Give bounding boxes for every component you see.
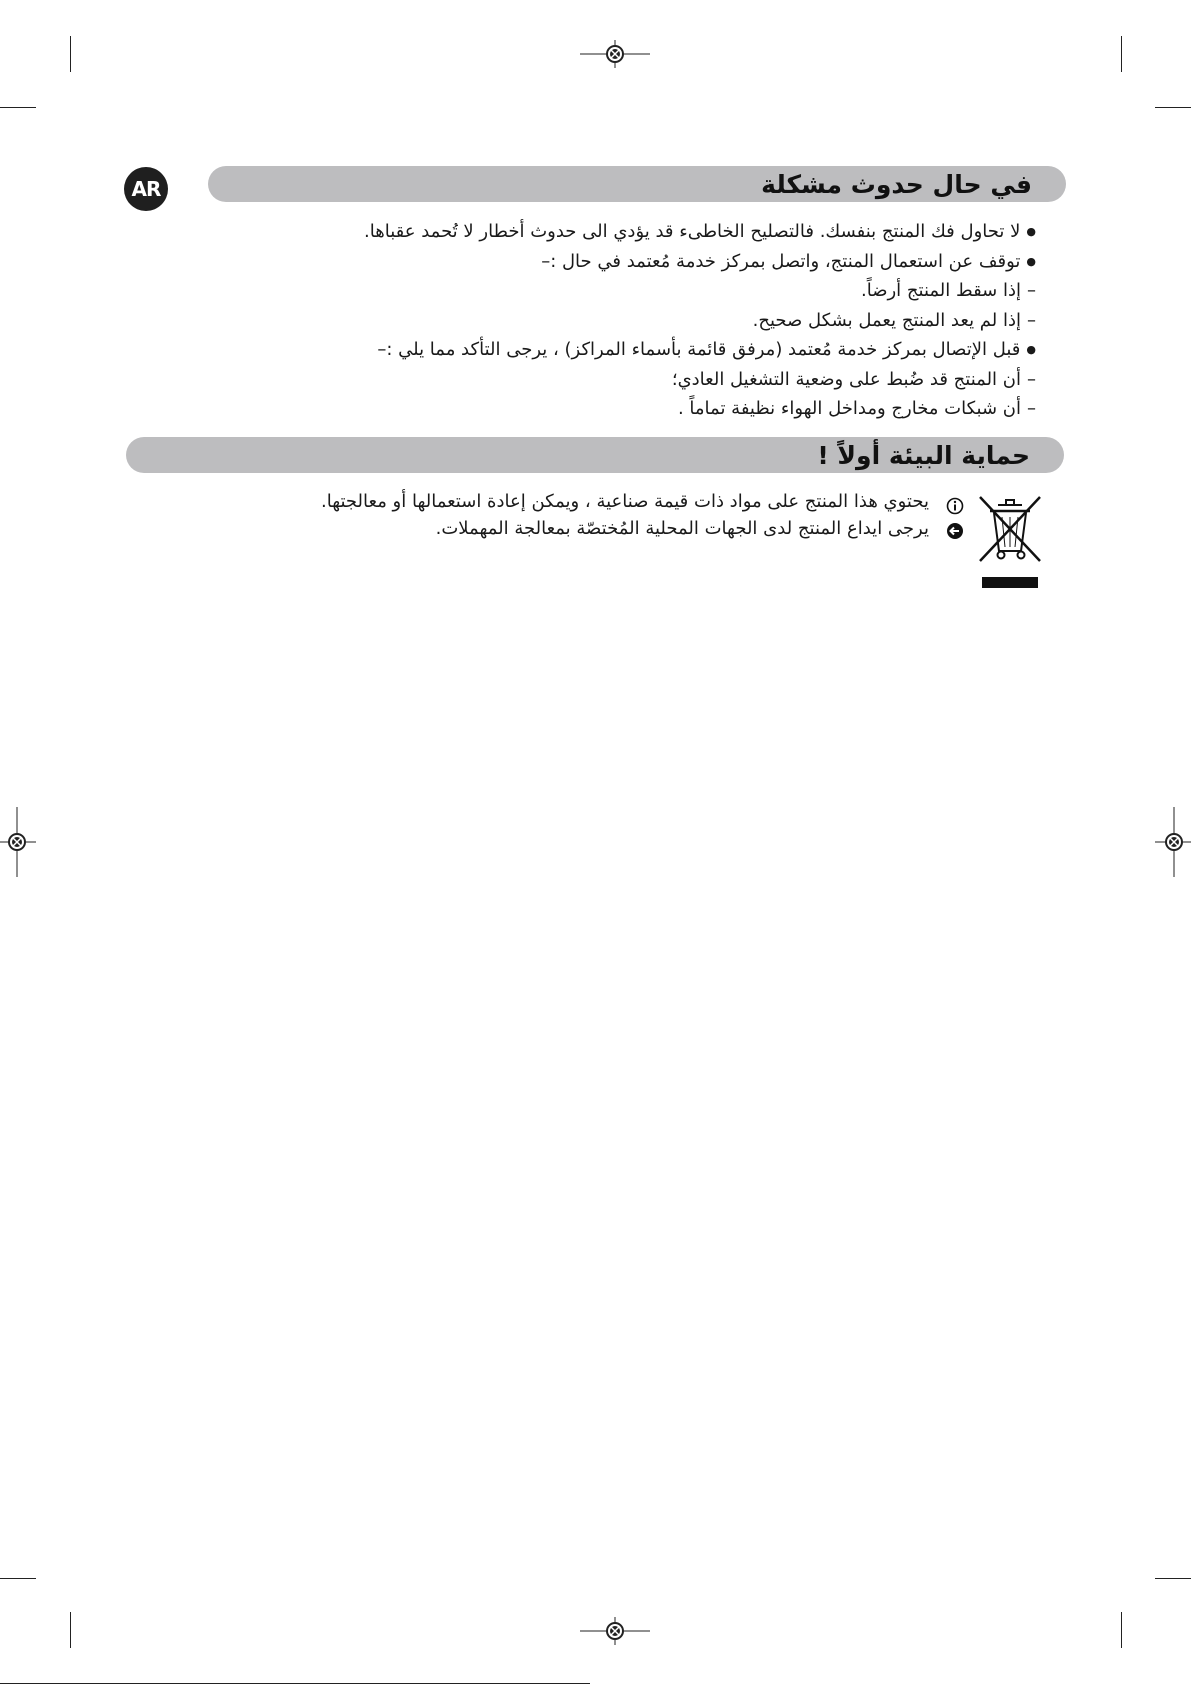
- registration-mark-icon: [580, 40, 650, 68]
- crop-mark: [0, 107, 36, 108]
- crop-mark: [1121, 36, 1122, 72]
- section-title: حماية البيئة أولاً !: [817, 440, 1030, 470]
- list-item: – أن شبكات مخارج ومداخل الهواء نظيفة تماماً .: [276, 394, 1036, 424]
- section-heading-problem: [208, 166, 1066, 202]
- list-item: ● توقف عن استعمال المنتج، واتصل بمركز خدمة مُعتمد في حال :–: [276, 247, 1036, 277]
- info-icon: [946, 497, 964, 515]
- registration-mark-icon: [0, 807, 36, 877]
- registration-mark-icon: [580, 1617, 650, 1645]
- list-item: ● قبل الإتصال بمركز خدمة مُعتمد (مرفق قائمة بأسماء المراكز) ، يرجى التأكد مما يلي :–: [276, 335, 1036, 365]
- environment-line: يرجى ايداع المنتج لدى الجهات المحلية المُختصّة بمعالجة المهملات.: [435, 518, 929, 539]
- list-item: – أن المنتج قد ضُبط على وضعية التشغيل العادي؛: [276, 365, 1036, 395]
- list-item: – إذا سقط المنتج أرضاً.: [276, 276, 1036, 306]
- section-heading-environment: [126, 437, 1064, 473]
- crop-mark: [1155, 107, 1191, 108]
- crossed-bin-icon: [978, 495, 1042, 589]
- section-title: في حال حدوث مشكلة: [761, 169, 1032, 199]
- crop-mark: [1155, 1578, 1191, 1579]
- recycle-arrow-icon: [946, 522, 964, 540]
- crop-mark: [1121, 1612, 1122, 1648]
- registration-mark-icon: [1155, 807, 1191, 877]
- crop-mark: [70, 36, 71, 72]
- list-item: – إذا لم يعد المنتج يعمل بشكل صحيح.: [276, 306, 1036, 336]
- list-item: ● لا تحاول فك المنتج بنفسك. فالتصليح الخاطىء قد يؤدي الى حدوث أخطار لا تُحمد عقباها.: [276, 217, 1036, 247]
- environment-line: يحتوي هذا المنتج على مواد ذات قيمة صناعية ، ويمكن إعادة استعمالها أو معالجتها.: [320, 491, 929, 512]
- crop-mark: [0, 1578, 36, 1579]
- crop-mark: [70, 1612, 71, 1648]
- problem-list: [276, 217, 1036, 424]
- language-badge: AR: [124, 167, 168, 211]
- footer-rule: [0, 1683, 590, 1684]
